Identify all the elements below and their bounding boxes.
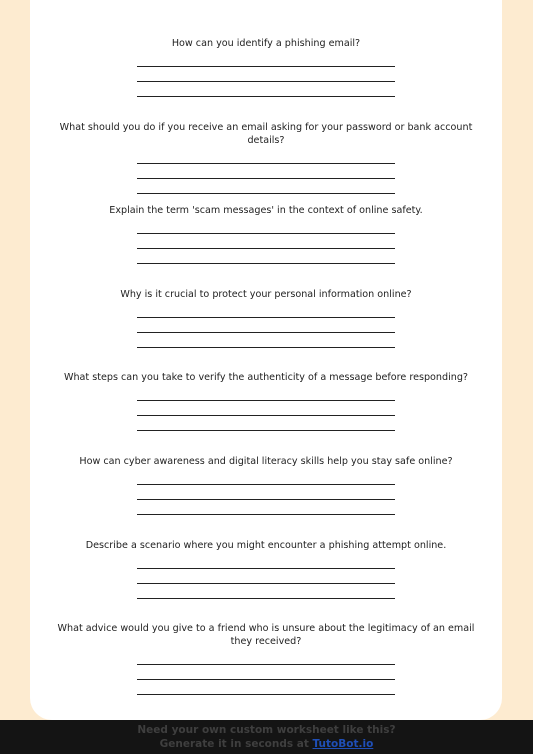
- answer-lines: [137, 227, 395, 264]
- answer-line[interactable]: [137, 234, 395, 249]
- answer-line[interactable]: [137, 485, 395, 500]
- answer-line[interactable]: [137, 401, 395, 416]
- answer-line[interactable]: [137, 416, 395, 431]
- question-text: Why is it crucial to protect your personal information online?: [120, 289, 412, 300]
- question-text: How can you identify a phishing email?: [171, 38, 361, 49]
- answer-line[interactable]: [137, 500, 395, 515]
- question-block: [30, 288, 502, 348]
- tutobot-link[interactable]: TutoBot.io: [312, 737, 374, 750]
- answer-line[interactable]: [137, 569, 395, 584]
- answer-line[interactable]: [137, 333, 395, 348]
- question-text: What steps can you take to verify the authenticity of a message before responding?: [63, 372, 469, 383]
- answer-line[interactable]: [137, 658, 395, 665]
- promo-footer: [0, 720, 533, 754]
- question-block: [30, 539, 502, 599]
- answer-line[interactable]: [137, 680, 395, 695]
- footer-line-2-prefix: Generate it in seconds at: [159, 737, 313, 750]
- question-text: How can cyber awareness and digital literacy skills help you stay safe online?: [79, 456, 453, 467]
- answer-line[interactable]: [137, 584, 395, 599]
- question-block: [30, 622, 502, 695]
- answer-line[interactable]: [137, 249, 395, 264]
- answer-line[interactable]: [137, 562, 395, 569]
- answer-line[interactable]: [137, 164, 395, 179]
- answer-lines: [137, 394, 395, 431]
- question-block: [30, 455, 502, 515]
- answer-lines: [137, 562, 395, 599]
- answer-line[interactable]: [137, 82, 395, 97]
- answer-line[interactable]: [137, 157, 395, 164]
- answer-line[interactable]: [137, 394, 395, 401]
- answer-line[interactable]: [137, 227, 395, 234]
- footer-line-1: Need your own custom worksheet like this?: [137, 724, 396, 736]
- answer-lines: [137, 60, 395, 97]
- answer-lines: [137, 311, 395, 348]
- question-block: [30, 121, 502, 194]
- question-block: [30, 371, 502, 431]
- answer-lines: [137, 157, 395, 194]
- answer-line[interactable]: [137, 665, 395, 680]
- worksheet-page: [30, 0, 502, 720]
- footer-line-2: [0, 738, 533, 752]
- question-text: What should you do if you receive an email asking for your password or bank account details?: [59, 122, 473, 146]
- answer-line[interactable]: [137, 318, 395, 333]
- answer-line[interactable]: [137, 311, 395, 318]
- question-text: Explain the term 'scam messages' in the context of online safety.: [109, 205, 423, 216]
- question-block: [30, 204, 502, 264]
- question-block: [30, 37, 502, 97]
- answer-lines: [137, 478, 395, 515]
- question-text: Describe a scenario where you might encounter a phishing attempt online.: [85, 540, 447, 551]
- answer-line[interactable]: [137, 478, 395, 485]
- answer-line[interactable]: [137, 67, 395, 82]
- answer-lines: [137, 658, 395, 695]
- question-text: What advice would you give to a friend who is unsure about the legitimacy of an email they received?: [57, 623, 475, 647]
- answer-line[interactable]: [137, 179, 395, 194]
- answer-line[interactable]: [137, 60, 395, 67]
